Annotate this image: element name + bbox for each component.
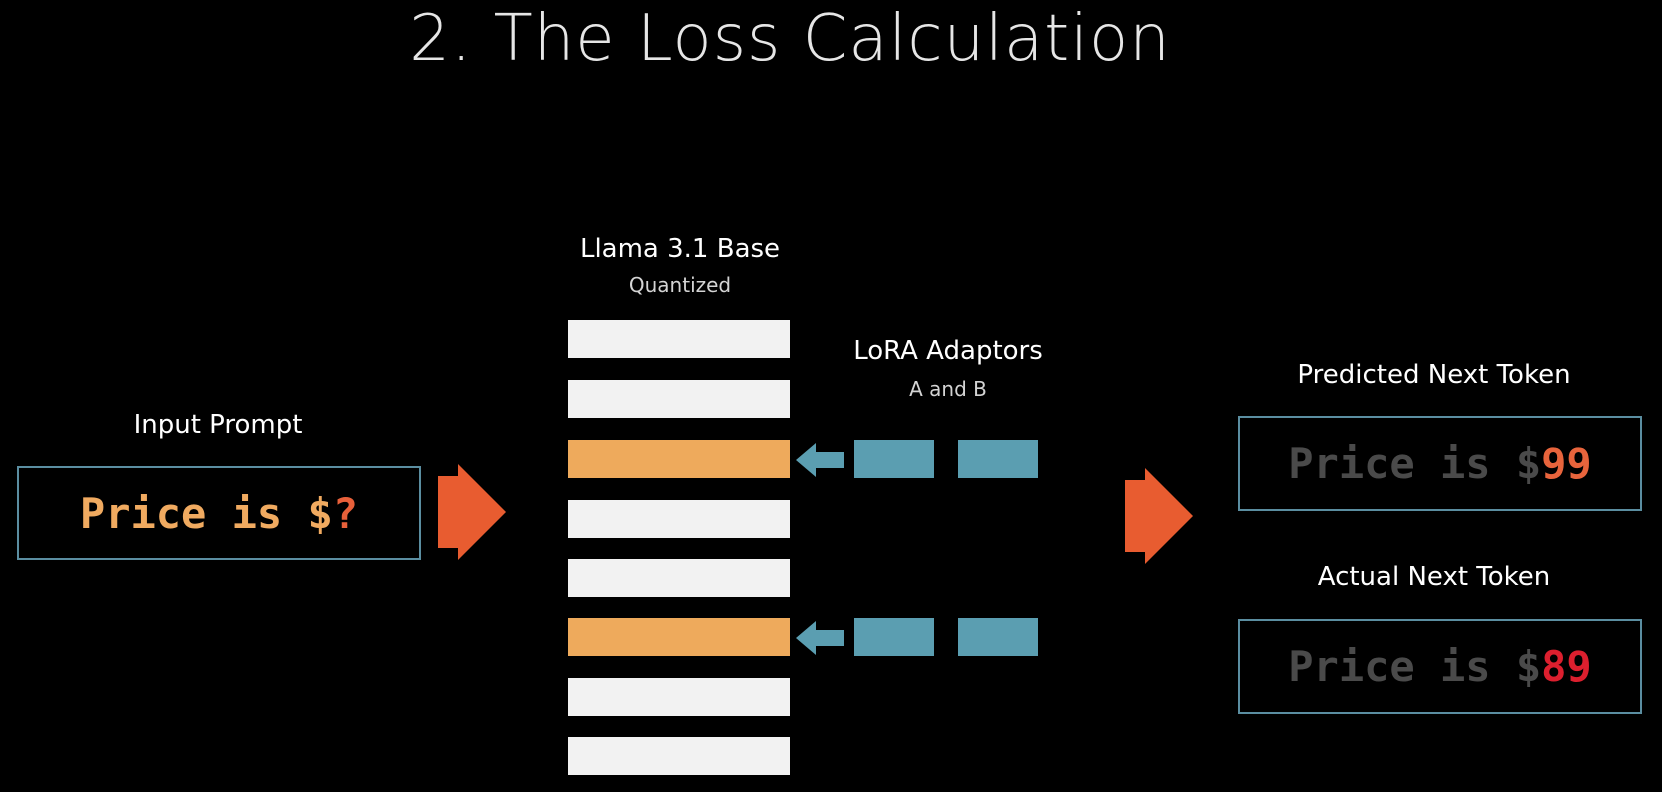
- lora-adaptor-a: [854, 440, 934, 478]
- lora-adaptors-label: LoRA Adaptors: [853, 336, 1043, 366]
- model-layer: [568, 380, 790, 418]
- input-prompt-prefix: Price is $: [79, 488, 333, 538]
- model-layer: [568, 559, 790, 597]
- input-prompt-suffix: ?: [332, 488, 359, 538]
- actual-token-box: [1238, 619, 1642, 714]
- model-sublabel: Quantized: [628, 273, 732, 297]
- page-title: 2. The Loss Calculation: [409, 2, 1171, 76]
- lora-arrow-icon: [796, 441, 844, 479]
- model-layer: [568, 678, 790, 716]
- model-label: Llama 3.1 Base: [579, 234, 781, 264]
- input-prompt-box: [17, 466, 421, 560]
- input-prompt-label: Input Prompt: [133, 410, 303, 440]
- input-to-model-arrow-icon: [438, 464, 508, 560]
- actual-token-prefix: Price is $: [1288, 642, 1542, 691]
- lora-adaptor-b: [958, 618, 1038, 656]
- lora-arrow-icon: [796, 619, 844, 657]
- lora-adaptor-b: [958, 440, 1038, 478]
- model-layer: [568, 320, 790, 358]
- predicted-token-prefix: Price is $: [1288, 439, 1542, 488]
- model-layer: [568, 737, 790, 775]
- actual-token-value: 89: [1541, 642, 1592, 691]
- actual-token-label: Actual Next Token: [1317, 562, 1551, 592]
- predicted-token-value: 99: [1541, 439, 1592, 488]
- lora-adaptors-sublabel: A and B: [909, 377, 987, 401]
- model-layer-adapted: [568, 618, 790, 656]
- predicted-token-box: [1238, 416, 1642, 511]
- lora-adaptor-a: [854, 618, 934, 656]
- model-layer-adapted: [568, 440, 790, 478]
- model-to-output-arrow-icon: [1125, 468, 1195, 564]
- predicted-token-label: Predicted Next Token: [1297, 360, 1571, 390]
- model-layer: [568, 500, 790, 538]
